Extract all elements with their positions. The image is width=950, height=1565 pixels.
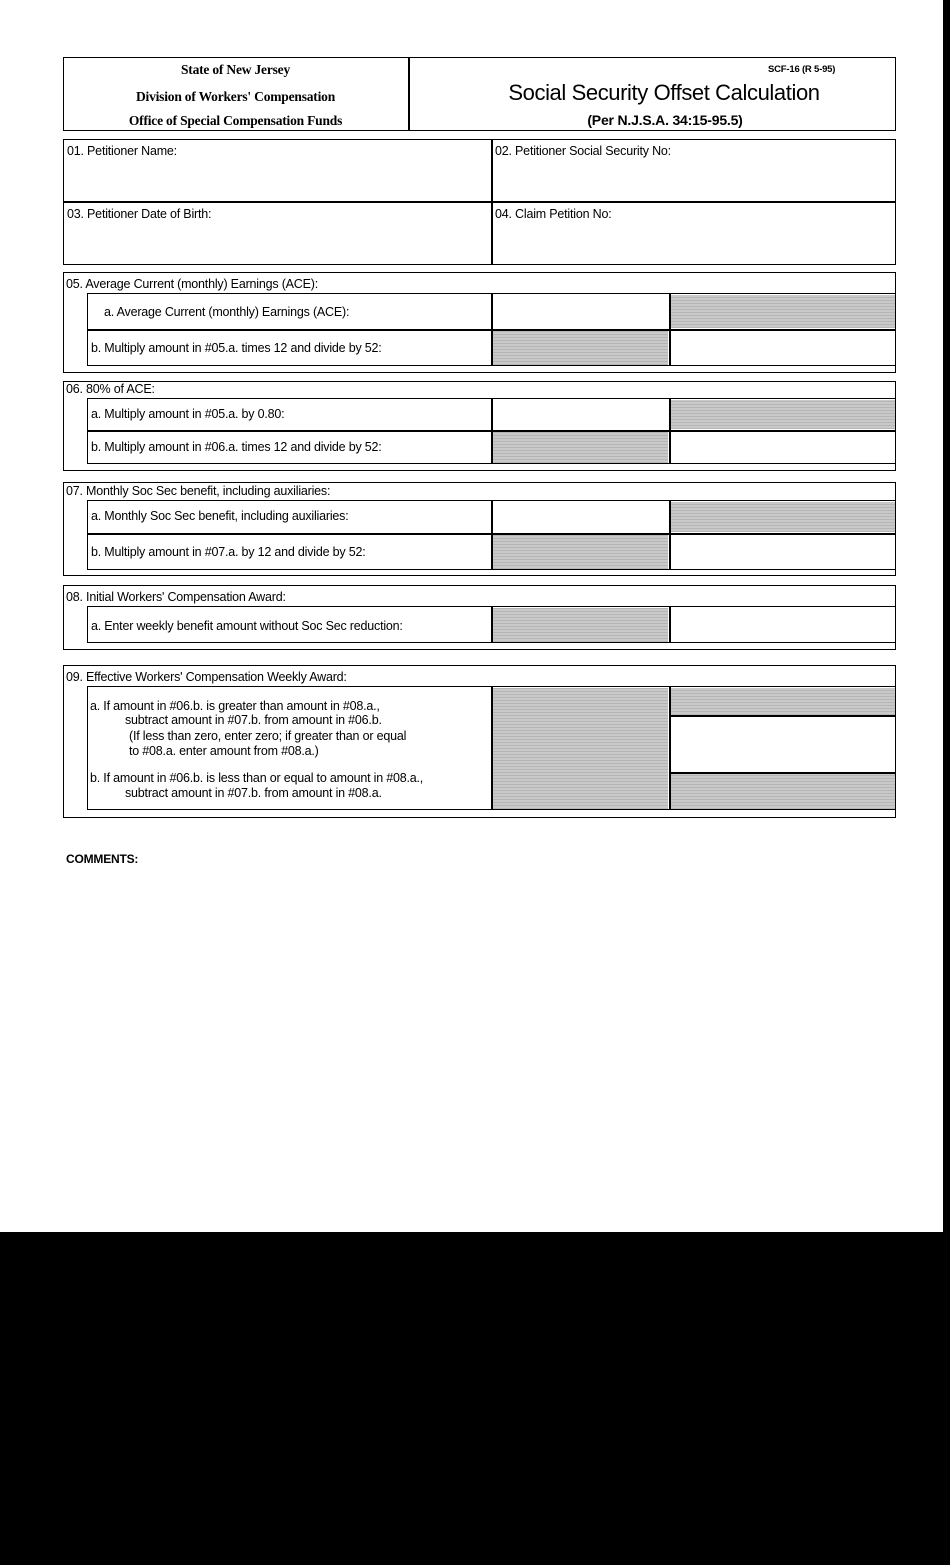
section-07b-shaded-cell: [493, 535, 668, 569]
petitioner-dob-field[interactable]: [65, 223, 489, 263]
petitioner-ssn-label: 02. Petitioner Social Security No:: [495, 144, 671, 158]
form-number: SCF-16 (R 5-95): [768, 64, 836, 75]
section-05b-input[interactable]: [671, 331, 895, 365]
section-07a-shaded-cell: [671, 502, 895, 532]
comments-label: COMMENTS:: [66, 852, 139, 866]
claim-petition-field[interactable]: [493, 223, 894, 263]
agency-line-1: State of New Jersey: [180, 62, 291, 77]
form-subtitle: (Per N.J.S.A. 34:15-95.5): [587, 112, 743, 128]
form-title: Social Security Offset Calculation: [508, 80, 820, 105]
section-07-title: 07. Monthly Soc Sec benefit, including auxiliaries:: [66, 484, 331, 498]
section-05a-input[interactable]: [493, 295, 668, 328]
section-09a-line-1: a. If amount in #06.b. is greater than amount in #08.a.,: [90, 699, 380, 713]
section-07b-input[interactable]: [671, 535, 895, 569]
section-06-title: 06. 80% of ACE:: [66, 382, 155, 396]
section-07a-label: a. Monthly Soc Sec benefit, including auxiliaries:: [91, 509, 349, 523]
section-09-shaded-top-right: [671, 688, 895, 715]
section-09b-line-2: subtract amount in #07.b. from amount in #08.a.: [125, 786, 382, 800]
section-08a-shaded-cell: [493, 608, 668, 642]
section-06b-shaded-cell: [493, 432, 668, 463]
agency-line-3: Office of Special Compensation Funds: [128, 113, 343, 128]
agency-line-2: Division of Workers' Compensation: [135, 89, 336, 104]
section-06a-input[interactable]: [493, 400, 668, 429]
petitioner-info-hline: [63, 201, 896, 203]
section-07a-input[interactable]: [493, 502, 668, 532]
section-05a-label: a. Average Current (monthly) Earnings (ACE):: [104, 305, 350, 319]
section-05a-shaded-cell: [671, 295, 895, 328]
petitioner-name-label: 01. Petitioner Name:: [67, 144, 177, 158]
section-08a-input[interactable]: [671, 608, 895, 642]
section-06b-input[interactable]: [671, 432, 895, 463]
section-05b-shaded-cell: [493, 331, 668, 365]
section-09-shaded-column: [493, 688, 668, 809]
section-05b-label: b. Multiply amount in #05.a. times 12 and divide by 52:: [91, 341, 382, 355]
section-06b-label: b. Multiply amount in #06.a. times 12 and divide by 52:: [91, 440, 382, 454]
section-06a-shaded-cell: [671, 400, 895, 429]
section-09a-line-3: (If less than zero, enter zero; if greater than or equal: [129, 729, 407, 743]
petitioner-dob-label: 03. Petitioner Date of Birth:: [67, 207, 212, 221]
section-09a-line-2: subtract amount in #07.b. from amount in #06.b.: [125, 713, 382, 727]
section-09a-input[interactable]: [671, 717, 895, 772]
section-09b-line-1: b. If amount in #06.b. is less than or equal to amount in #08.a.,: [90, 771, 424, 785]
petitioner-name-field[interactable]: [65, 160, 489, 199]
section-08-title: 08. Initial Workers' Compensation Award:: [66, 590, 286, 604]
claim-petition-label: 04. Claim Petition No:: [495, 207, 612, 221]
section-09-shaded-bottom-right: [671, 774, 895, 809]
section-09-title: 09. Effective Workers' Compensation Weekly Award:: [66, 670, 347, 684]
section-06a-label: a. Multiply amount in #05.a. by 0.80:: [91, 407, 285, 421]
section-08a-label: a. Enter weekly benefit amount without Soc Sec reduction:: [91, 619, 403, 633]
section-09a-line-4: to #08.a. enter amount from #08.a.): [129, 744, 319, 758]
section-05-title: 05. Average Current (monthly) Earnings (ACE):: [66, 277, 318, 291]
comments-area[interactable]: [63, 870, 896, 1210]
section-07b-label: b. Multiply amount in #07.a. by 12 and divide by 52:: [91, 545, 366, 559]
petitioner-ssn-field[interactable]: [493, 160, 894, 199]
